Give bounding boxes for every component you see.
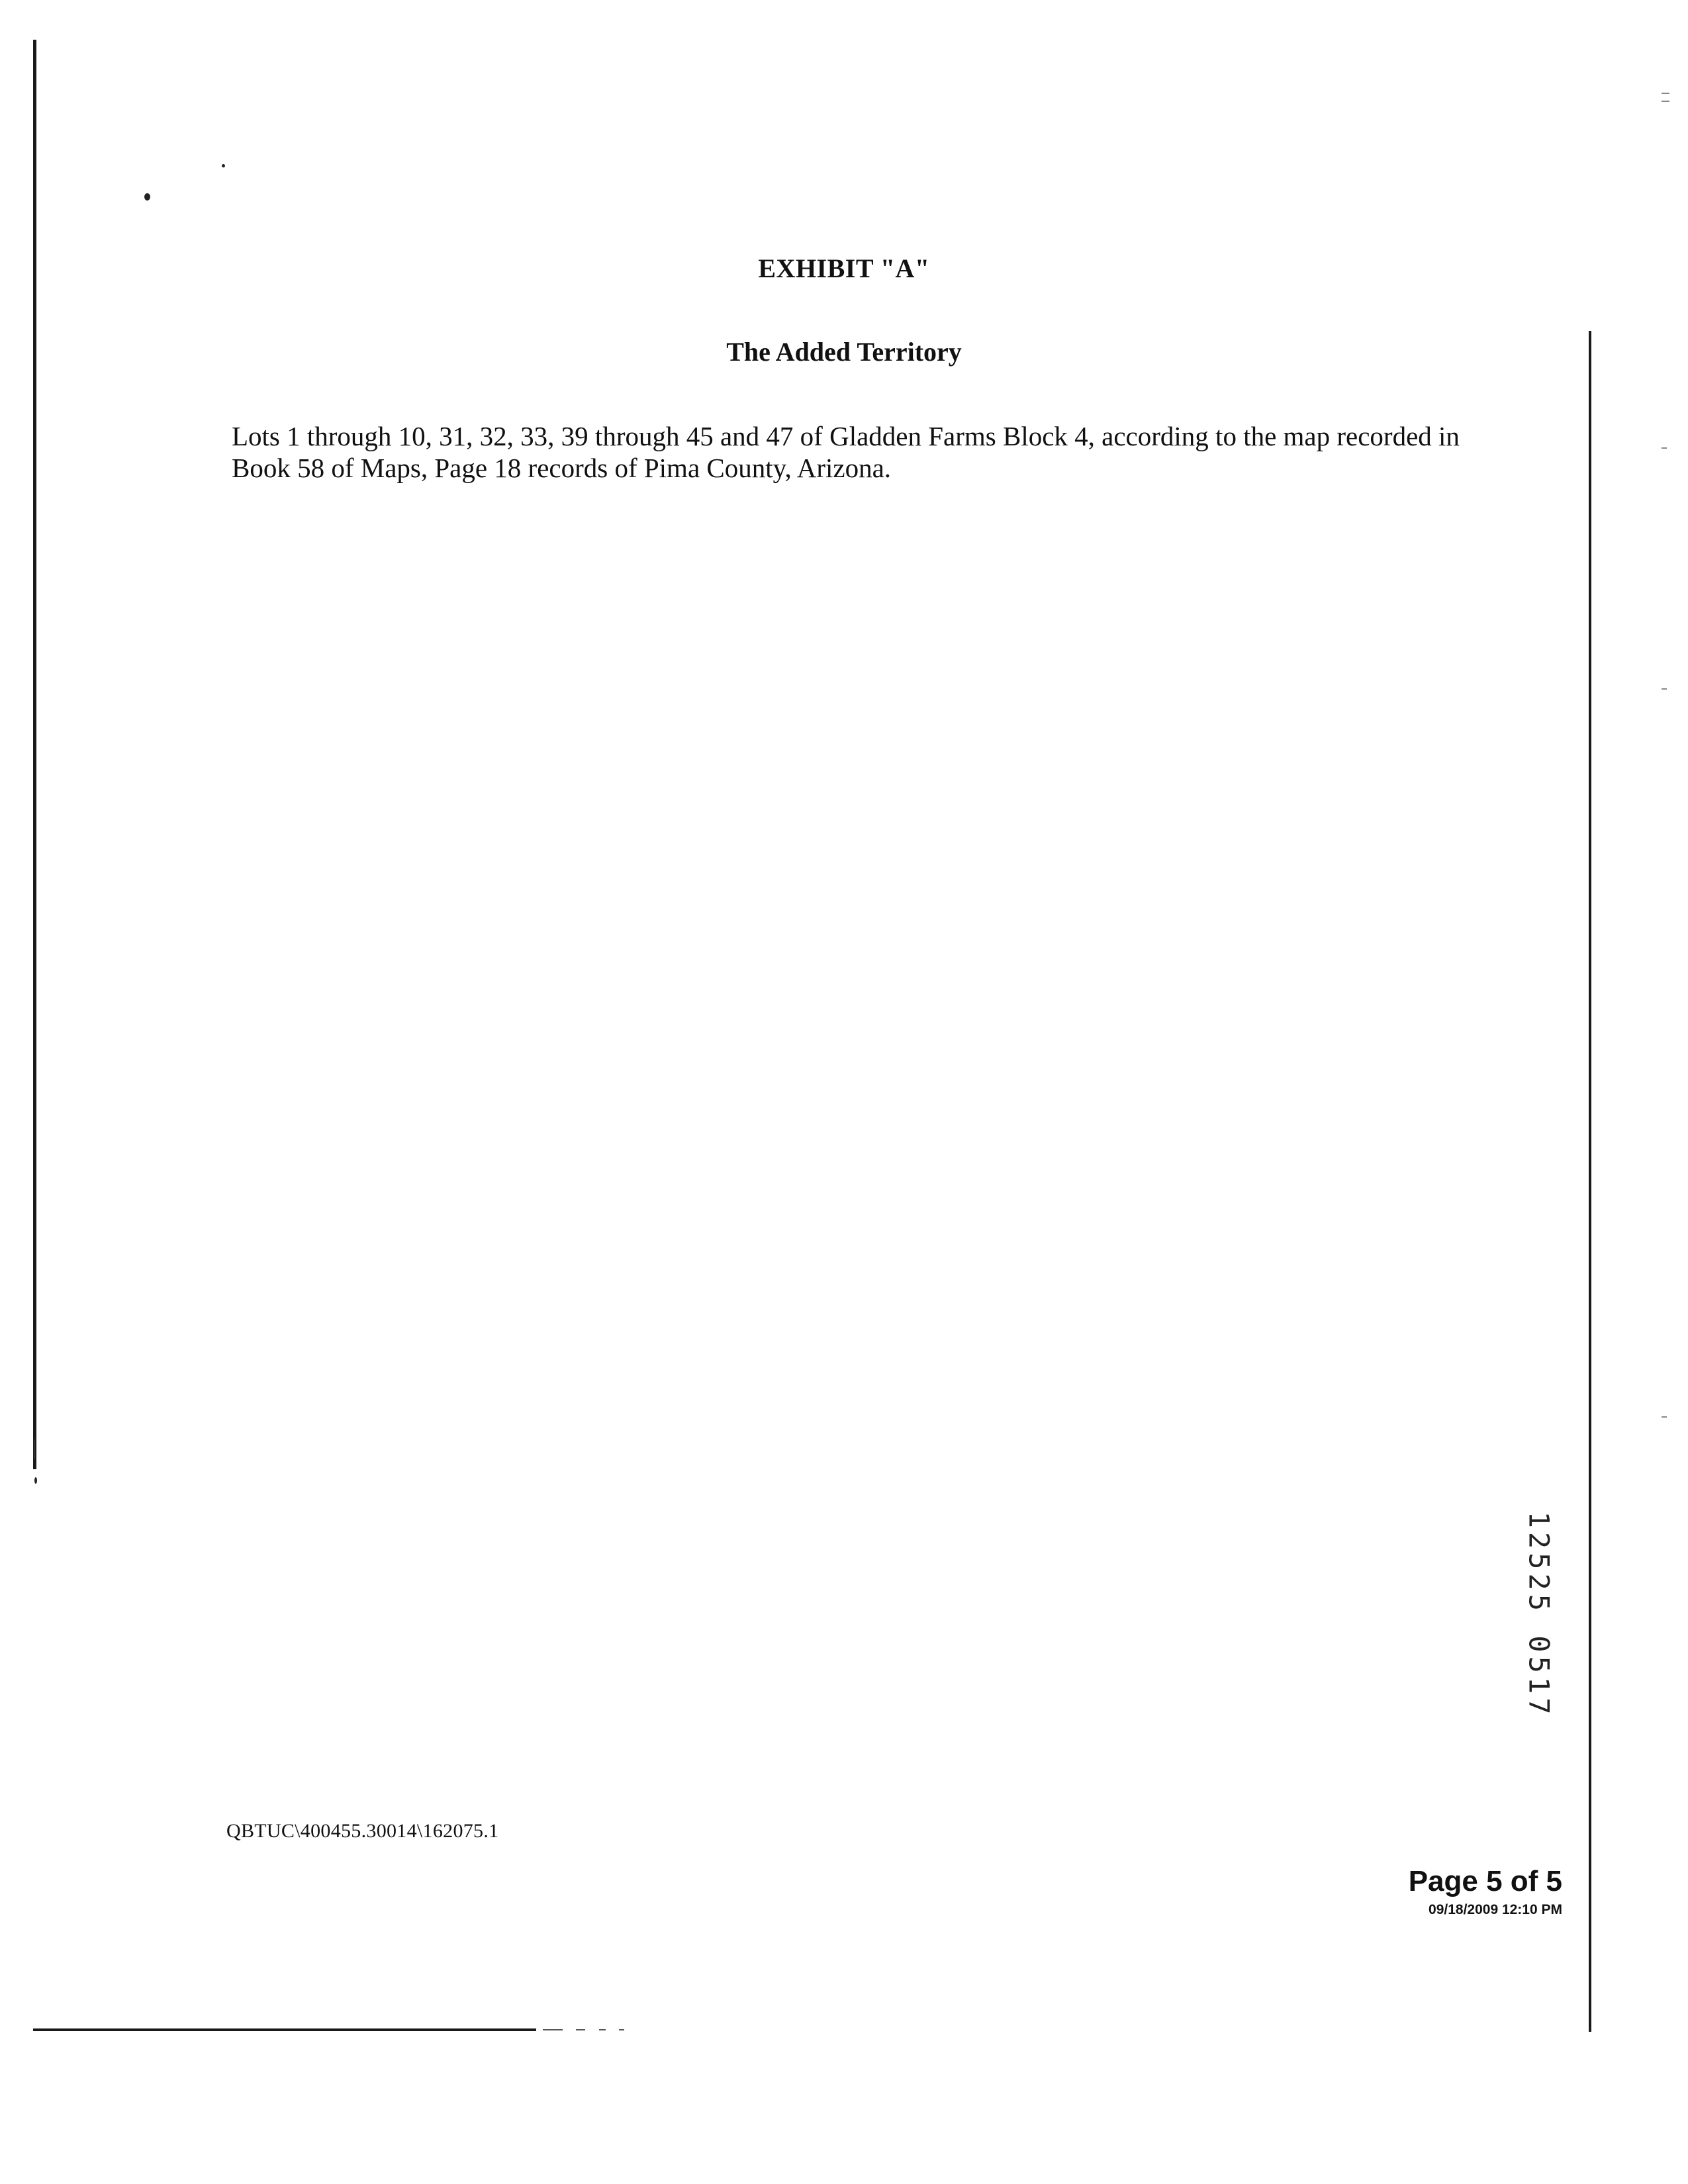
page-number: Page 5 of 5 bbox=[1408, 1865, 1562, 1897]
margin-tick bbox=[1662, 447, 1667, 449]
scan-speck bbox=[34, 1477, 37, 1484]
docket-number: 12525 0517 bbox=[1523, 1511, 1556, 1719]
exhibit-title: EXHIBIT "A" bbox=[758, 253, 930, 283]
margin-tick bbox=[1662, 93, 1669, 94]
margin-tick bbox=[1662, 688, 1667, 690]
recording-docket-stamp bbox=[1519, 1489, 1559, 1741]
scan-edge-bottom-dash bbox=[619, 2029, 624, 2030]
scan-edge-bottom-dash bbox=[576, 2029, 585, 2030]
scan-edge-left-tail bbox=[34, 1439, 35, 1459]
exhibit-subtitle: The Added Territory bbox=[726, 337, 962, 367]
scan-speck bbox=[222, 164, 225, 167]
margin-tick bbox=[1662, 1416, 1667, 1418]
print-timestamp: 09/18/2009 12:10 PM bbox=[1429, 1902, 1562, 1917]
legal-description: Lots 1 through 10, 31, 32, 33, 39 through 45 and 47 of Gladden Farms Block 4, according to the map recorded in Book 58 of Maps, Page 18 records of Pima County, Arizona. bbox=[232, 421, 1460, 483]
scan-edge-bottom bbox=[33, 2028, 536, 2031]
scan-edge-right bbox=[1589, 331, 1591, 2032]
document-id: QBTUC\400455.30014\162075.1 bbox=[226, 1820, 499, 1842]
scan-edge-bottom-dash bbox=[543, 2029, 563, 2030]
scan-speck bbox=[144, 193, 150, 201]
scan-edge-bottom-dash bbox=[599, 2029, 606, 2030]
margin-tick bbox=[1662, 101, 1669, 102]
